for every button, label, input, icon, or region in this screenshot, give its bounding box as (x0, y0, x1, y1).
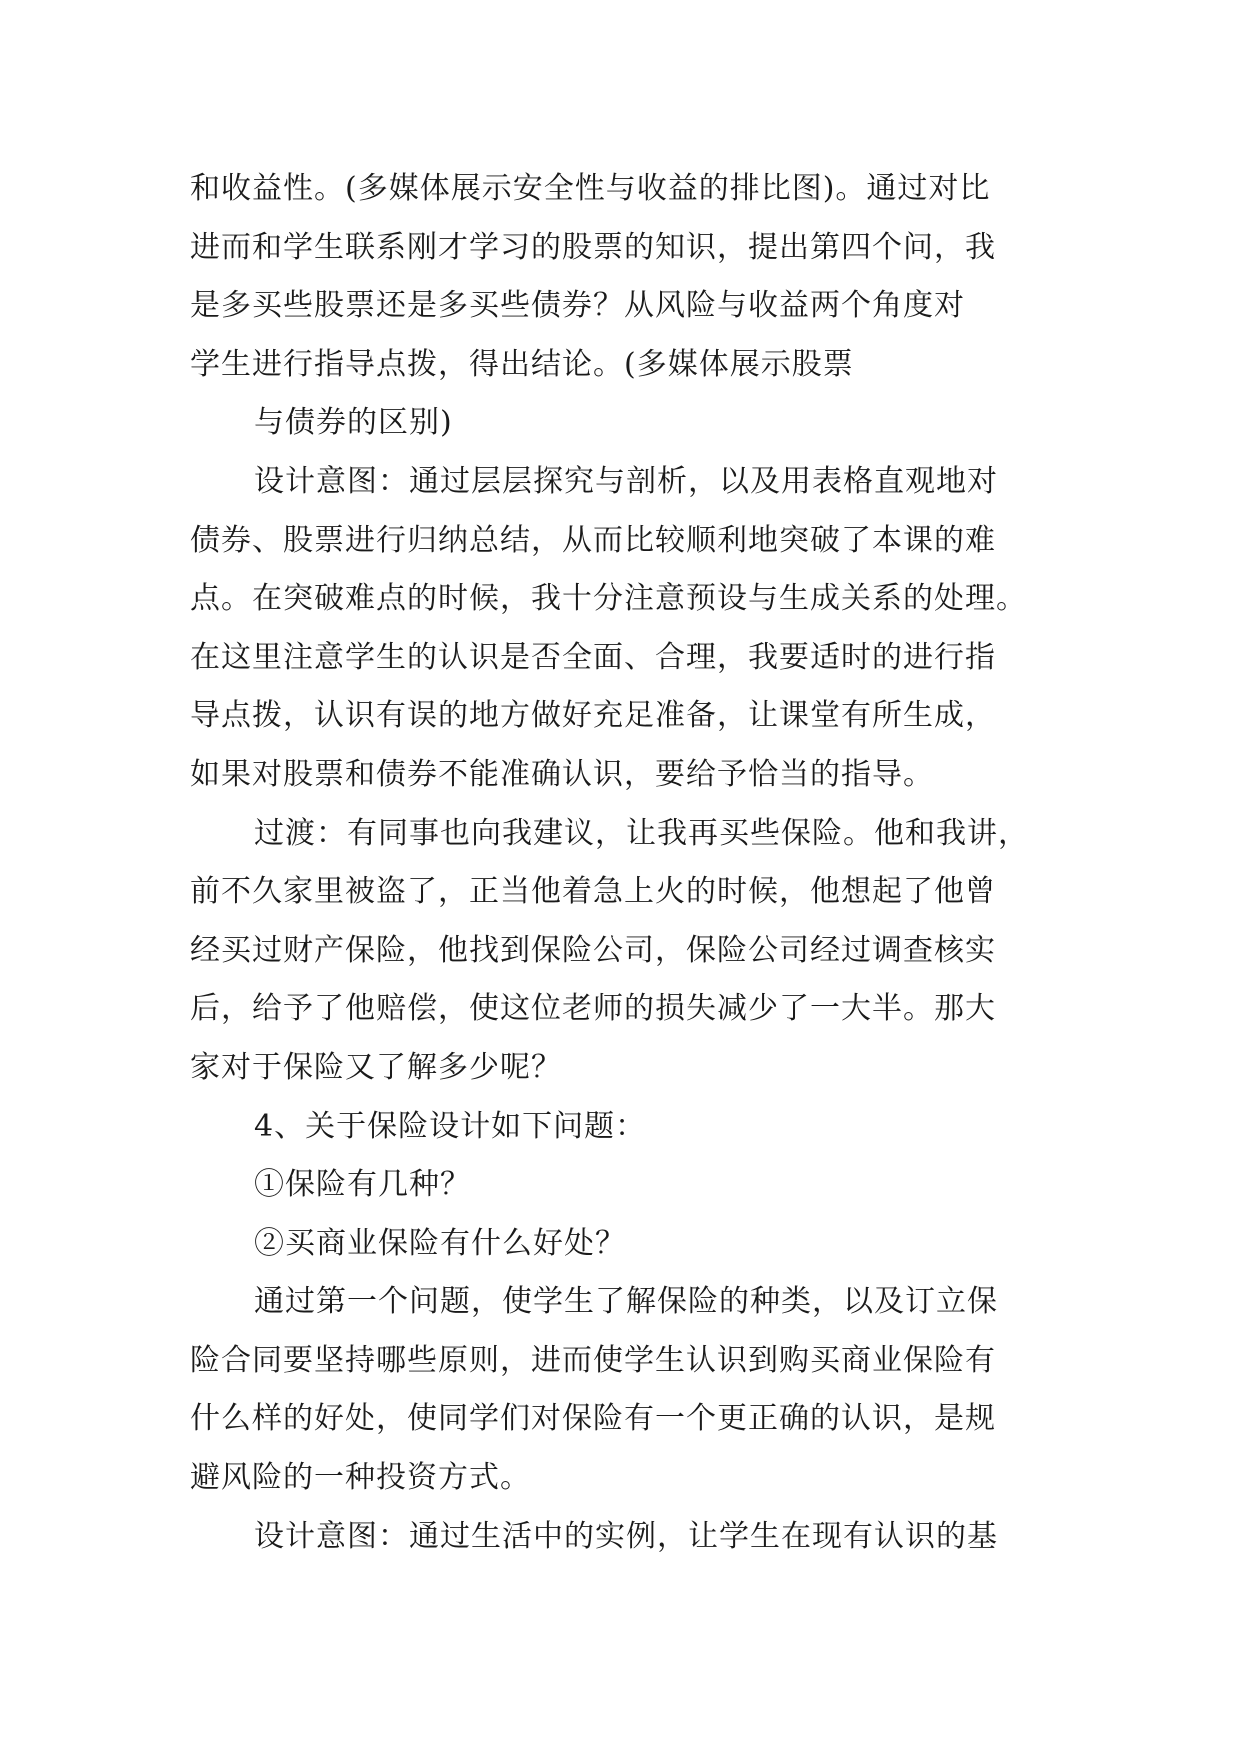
text-line: 设计意图：通过生活中的实例，让学生在现有认识的基 (254, 1518, 998, 1554)
text-line: 债券、股票进行归纳总结，从而比较顺利地突破了本课的难 (190, 522, 996, 558)
text-line: 前不久家里被盗了，正当他着急上火的时候，他想起了他曾 (190, 874, 996, 910)
text-line: 进而和学生联系刚才学习的股票的知识，提出第四个问，我 (190, 229, 996, 265)
text-line: 险合同要坚持哪些原则，进而使学生认识到购买商业保险有 (190, 1342, 996, 1378)
text-line: ①保险有几种？ (254, 1167, 471, 1203)
text-line: 如果对股票和债券不能准确认识，要给予恰当的指导。 (190, 756, 934, 792)
text-line: 4、关于保险设计如下问题： (254, 1108, 647, 1144)
text-line: 什么样的好处，使同学们对保险有一个更正确的认识，是规 (190, 1401, 996, 1437)
text-line: 家对于保险又了解多少呢？ (190, 1049, 562, 1085)
text-line: 是多买些股票还是多买些债券？从风险与收益两个角度对 (190, 288, 965, 324)
text-line: 避风险的一种投资方式。 (190, 1460, 531, 1496)
text-line: 过渡：有同事也向我建议，让我再买些保险。他和我讲， (254, 815, 1029, 851)
text-line: 导点拨，认识有误的地方做好充足准备，让课堂有所生成， (190, 698, 996, 734)
text-line: 与债券的区别) (254, 405, 453, 441)
text-line: 学生进行指导点拨，得出结论。(多媒体展示股票 (190, 346, 854, 382)
text-line: 点。在突破难点的时候，我十分注意预设与生成关系的处理。 (190, 581, 1027, 617)
text-line: 设计意图：通过层层探究与剖析，以及用表格直观地对 (254, 463, 998, 499)
text-line: 后，给予了他赔偿，使这位老师的损失减少了一大半。那大 (190, 991, 996, 1027)
text-line: 和收益性。(多媒体展示安全性与收益的排比图)。通过对比 (190, 171, 991, 206)
text-line: 通过第一个问题，使学生了解保险的种类，以及订立保 (254, 1284, 998, 1320)
body-text (190, 160, 1070, 1566)
text-line: 经买过财产保险，他找到保险公司，保险公司经过调查核实 (190, 932, 996, 968)
text-line: ②买商业保险有什么好处？ (254, 1225, 626, 1261)
text-line: 在这里注意学生的认识是否全面、合理，我要适时的进行指 (190, 639, 996, 675)
